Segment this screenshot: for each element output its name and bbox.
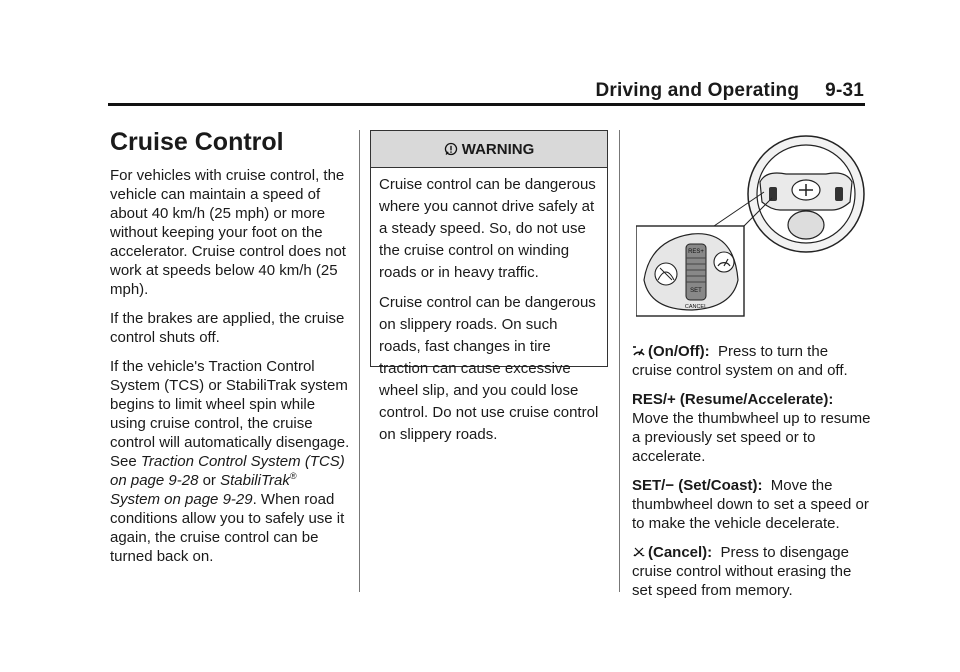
traction-tail: . When road conditions allow you to safely use it again, the cruise control can be turned back on. (110, 491, 345, 565)
control-set (632, 476, 872, 533)
resume-label: RES+ (688, 249, 704, 255)
stabilitrak-name: StabiliTrak (220, 472, 290, 489)
set-label: SET (690, 288, 702, 294)
on-off-label: (On/Off): (648, 343, 710, 360)
warning-box (370, 130, 608, 443)
paragraph-traction (110, 357, 350, 566)
header-section-title: Driving and Operating (595, 80, 800, 101)
resume-text: Move the thumbwheel up to resume a previously set speed or to accelerate. (632, 410, 871, 465)
column-divider-1 (359, 130, 360, 592)
thumbwheel-illustration (686, 244, 706, 300)
warning-paragraph-1: Cruise control can be dangerous where you cannot drive safely at a steady speed. So, do not use the cruise control on winding roads or in heavy traffic. (379, 176, 596, 281)
registered-mark: ® (289, 471, 297, 481)
left-column (110, 128, 350, 576)
control-resume (632, 390, 872, 466)
page-header (595, 80, 864, 102)
paragraph-brakes: If the brakes are applied, the cruise control shuts off. (110, 310, 345, 346)
cancel-text: Press to disengage cruise control without erasing the set speed from memory. (632, 544, 852, 599)
cruise-cancel-icon (632, 545, 646, 559)
section-title: Cruise Control (110, 128, 284, 156)
control-cancel (632, 543, 872, 600)
header-rule (108, 103, 865, 106)
controls-column (632, 342, 872, 610)
cruise-on-off-icon (632, 344, 646, 358)
cancel-label: CANCEL (684, 304, 708, 310)
traction-or: or (202, 472, 216, 489)
link-tcs-reference[interactable]: Traction Control System (TCS) on page 9-28 (110, 453, 345, 489)
traction-text: If the vehicle's Traction Control System (TCS) or StabiliTrak system begins to limit wheel spin while using cruise control, the cruise control will automatically disengage. See (110, 358, 350, 470)
warning-heading: WARNING (461, 140, 535, 158)
cancel-button-illustration (655, 263, 677, 285)
column-divider-2 (619, 130, 620, 592)
header-page-number: 9-31 (825, 80, 864, 101)
resume-heading: RES/+ (Resume/Accelerate): (632, 391, 834, 408)
set-text: Move the thumbwheel down to set a speed or to make the vehicle decelerate. (632, 477, 869, 532)
warning-body (371, 168, 607, 446)
warning-icon (444, 142, 458, 156)
control-on-off (632, 342, 872, 380)
cancel-heading: (Cancel): (648, 544, 713, 561)
warning-paragraph-2: Cruise control can be dangerous on slippery roads. On such roads, fast changes in tire traction can cause excessive wheel slip, and you could lose control. Do not use cruise control on slippery roads. (379, 294, 599, 443)
warning-header (371, 131, 607, 168)
on-off-button-illustration (714, 252, 734, 272)
set-heading: SET/− (Set/Coast): (632, 477, 763, 494)
steering-wheel-illustration (748, 136, 864, 252)
on-off-text: Press to turn the cruise control system on and off. (632, 343, 848, 379)
steering-wheel-figure (636, 130, 872, 330)
paragraph-intro: For vehicles with cruise control, the vehicle can maintain a speed of about 40 km/h (25 mph) or more without keeping your foot on the accelerator. Cruise control does not work at speeds below 40 km/h (25 mph). (110, 167, 346, 298)
stabilitrak-page: System on page 9-29 (110, 491, 253, 508)
